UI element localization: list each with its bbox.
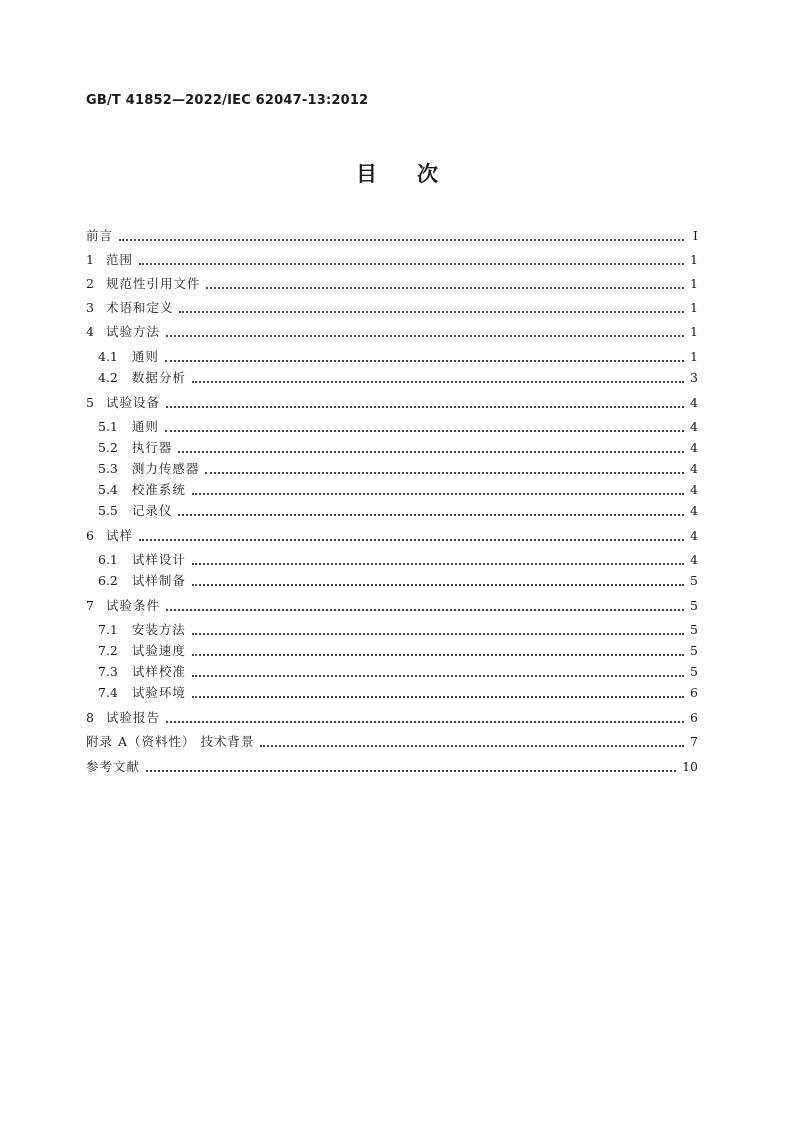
toc-entry-page: 5	[690, 598, 698, 613]
toc-entry-page: 4	[690, 503, 698, 518]
toc-entry-number: 7.3	[98, 664, 118, 679]
toc-entry-number: 6.2	[98, 573, 118, 588]
toc-entry-page: 5	[690, 643, 698, 658]
toc-entry[interactable]	[98, 501, 698, 521]
toc-entry-label: 试验环境	[131, 685, 186, 700]
toc-entry[interactable]	[86, 274, 698, 294]
toc-entry[interactable]	[86, 393, 698, 413]
toc-entry[interactable]	[98, 347, 698, 367]
toc-entry-number: 7.2	[98, 643, 118, 658]
toc-entry-number: 1	[86, 252, 94, 267]
toc-entry[interactable]	[86, 732, 698, 752]
toc-entry-page: 1	[690, 252, 698, 267]
toc-entry-page: 1	[690, 276, 698, 291]
toc-entry-page: 7	[690, 734, 698, 749]
toc-entry-number: 5.3	[98, 461, 118, 476]
toc-entry-page: 10	[682, 759, 698, 774]
toc-leader-dots	[166, 406, 684, 408]
toc-entry-label: 通则	[131, 349, 159, 364]
toc-entry-number: 3	[86, 300, 94, 315]
toc-leader-dots	[165, 360, 684, 362]
toc-title: 目次	[356, 162, 478, 186]
toc-entry-label: 记录仪	[131, 503, 173, 518]
toc-entry-label: 测力传感器	[131, 461, 200, 476]
toc-leader-dots	[139, 539, 684, 541]
toc-entry-number: 2	[86, 276, 94, 291]
toc-entry-label: 试验条件	[105, 598, 160, 613]
toc-entry-page: 6	[690, 685, 698, 700]
toc-entry-page: 1	[690, 300, 698, 315]
toc-entry-page: 3	[690, 370, 698, 385]
toc-entry[interactable]	[86, 250, 698, 270]
toc-entry-page: 4	[690, 419, 698, 434]
toc-entry-label: 校准系统	[131, 482, 186, 497]
toc-leader-dots	[165, 430, 684, 432]
toc-entry-number: 7.1	[98, 622, 118, 637]
toc-entry-number: 5.1	[98, 419, 118, 434]
toc-entry-page: 4	[690, 482, 698, 497]
toc-entry[interactable]	[86, 708, 698, 728]
toc-leader-dots	[192, 675, 684, 677]
toc-entry-label: 安装方法	[131, 622, 186, 637]
toc-entry-number: 5.5	[98, 503, 118, 518]
toc-entry[interactable]	[98, 550, 698, 570]
toc-entry[interactable]	[86, 596, 698, 616]
toc-leader-dots	[119, 239, 684, 241]
toc-entry[interactable]	[98, 571, 698, 591]
toc-entry-label: 术语和定义	[105, 300, 174, 315]
toc-leader-dots	[166, 335, 684, 337]
toc-entry-page: 1	[690, 324, 698, 339]
toc-entry-number: 7.4	[98, 685, 118, 700]
toc-leader-dots	[260, 745, 684, 747]
toc-entry[interactable]	[98, 417, 698, 437]
toc-entry-page: I	[693, 228, 698, 243]
toc-entry[interactable]	[86, 298, 698, 318]
toc-entry[interactable]	[86, 226, 698, 246]
toc-leader-dots	[205, 472, 684, 474]
toc-leader-dots	[179, 311, 684, 313]
toc-entry-label: 参考文献	[86, 759, 141, 774]
toc-entry-number: 8	[86, 710, 94, 725]
toc-entry-number: 4.1	[98, 349, 118, 364]
toc-entry-label: 试样制备	[131, 573, 186, 588]
toc-entry-page: 1	[690, 349, 698, 364]
toc-entry-label: 试样校准	[131, 664, 186, 679]
toc-entry-number: 6.1	[98, 552, 118, 567]
toc-entry-number: 5.2	[98, 440, 118, 455]
toc-entry-number: 6	[86, 528, 94, 543]
toc-leader-dots	[192, 654, 684, 656]
toc-entry-page: 4	[690, 440, 698, 455]
toc-entry[interactable]	[86, 757, 698, 777]
toc-leader-dots	[166, 721, 684, 723]
toc-leader-dots	[206, 287, 684, 289]
toc-entry-page: 4	[690, 528, 698, 543]
toc-entry[interactable]	[98, 620, 698, 640]
toc-entry-number: 5	[86, 395, 94, 410]
toc-entry[interactable]	[98, 641, 698, 661]
toc-entry-label: 执行器	[131, 440, 173, 455]
toc-leader-dots	[192, 563, 684, 565]
toc-entry-page: 5	[690, 622, 698, 637]
toc-entry-page: 4	[690, 395, 698, 410]
toc-leader-dots	[178, 514, 684, 516]
toc-entry-page: 4	[690, 461, 698, 476]
toc-entry-label: 范围	[105, 252, 133, 267]
toc-entry-page: 5	[690, 573, 698, 588]
toc-entry[interactable]	[86, 322, 698, 342]
toc-leader-dots	[192, 696, 684, 698]
toc-entry-page: 6	[690, 710, 698, 725]
toc-leader-dots	[139, 263, 684, 265]
toc-entry-label: 试验报告	[105, 710, 160, 725]
toc-entry-label: 数据分析	[131, 370, 186, 385]
toc-entry-label: 试验方法	[105, 324, 160, 339]
toc-entry-number: 4.2	[98, 370, 118, 385]
toc-entry-label: 试验设备	[105, 395, 160, 410]
toc-leader-dots	[178, 451, 684, 453]
toc-entry-label: 试样	[105, 528, 133, 543]
toc-entry-page: 4	[690, 552, 698, 567]
toc-leader-dots	[192, 584, 684, 586]
toc-entry-label: 前言	[86, 228, 114, 243]
toc-entry[interactable]	[98, 459, 698, 479]
toc-entry[interactable]	[98, 368, 698, 388]
toc-entry-number: 4	[86, 324, 94, 339]
toc-entry-number: 7	[86, 598, 94, 613]
toc-entry-page: 5	[690, 664, 698, 679]
toc-leader-dots	[146, 770, 676, 772]
toc-entry-label: 规范性引用文件	[105, 276, 201, 291]
toc-entry-label: 试验速度	[131, 643, 186, 658]
toc-leader-dots	[192, 381, 684, 383]
toc-entry-label: 通则	[131, 419, 159, 434]
toc-entry[interactable]	[98, 438, 698, 458]
toc-leader-dots	[166, 609, 684, 611]
toc-entry[interactable]	[98, 480, 698, 500]
toc-entry-number: 5.4	[98, 482, 118, 497]
toc-entry[interactable]	[98, 683, 698, 703]
standard-number-header: GB/T 41852—2022/IEC 62047-13:2012	[86, 93, 369, 108]
toc-entry-label: 附录 A（资料性） 技术背景	[86, 734, 255, 749]
toc-entry[interactable]	[98, 662, 698, 682]
toc-leader-dots	[192, 633, 684, 635]
toc-entry-label: 试样设计	[131, 552, 186, 567]
toc-leader-dots	[192, 493, 684, 495]
toc-entry[interactable]	[86, 526, 698, 546]
